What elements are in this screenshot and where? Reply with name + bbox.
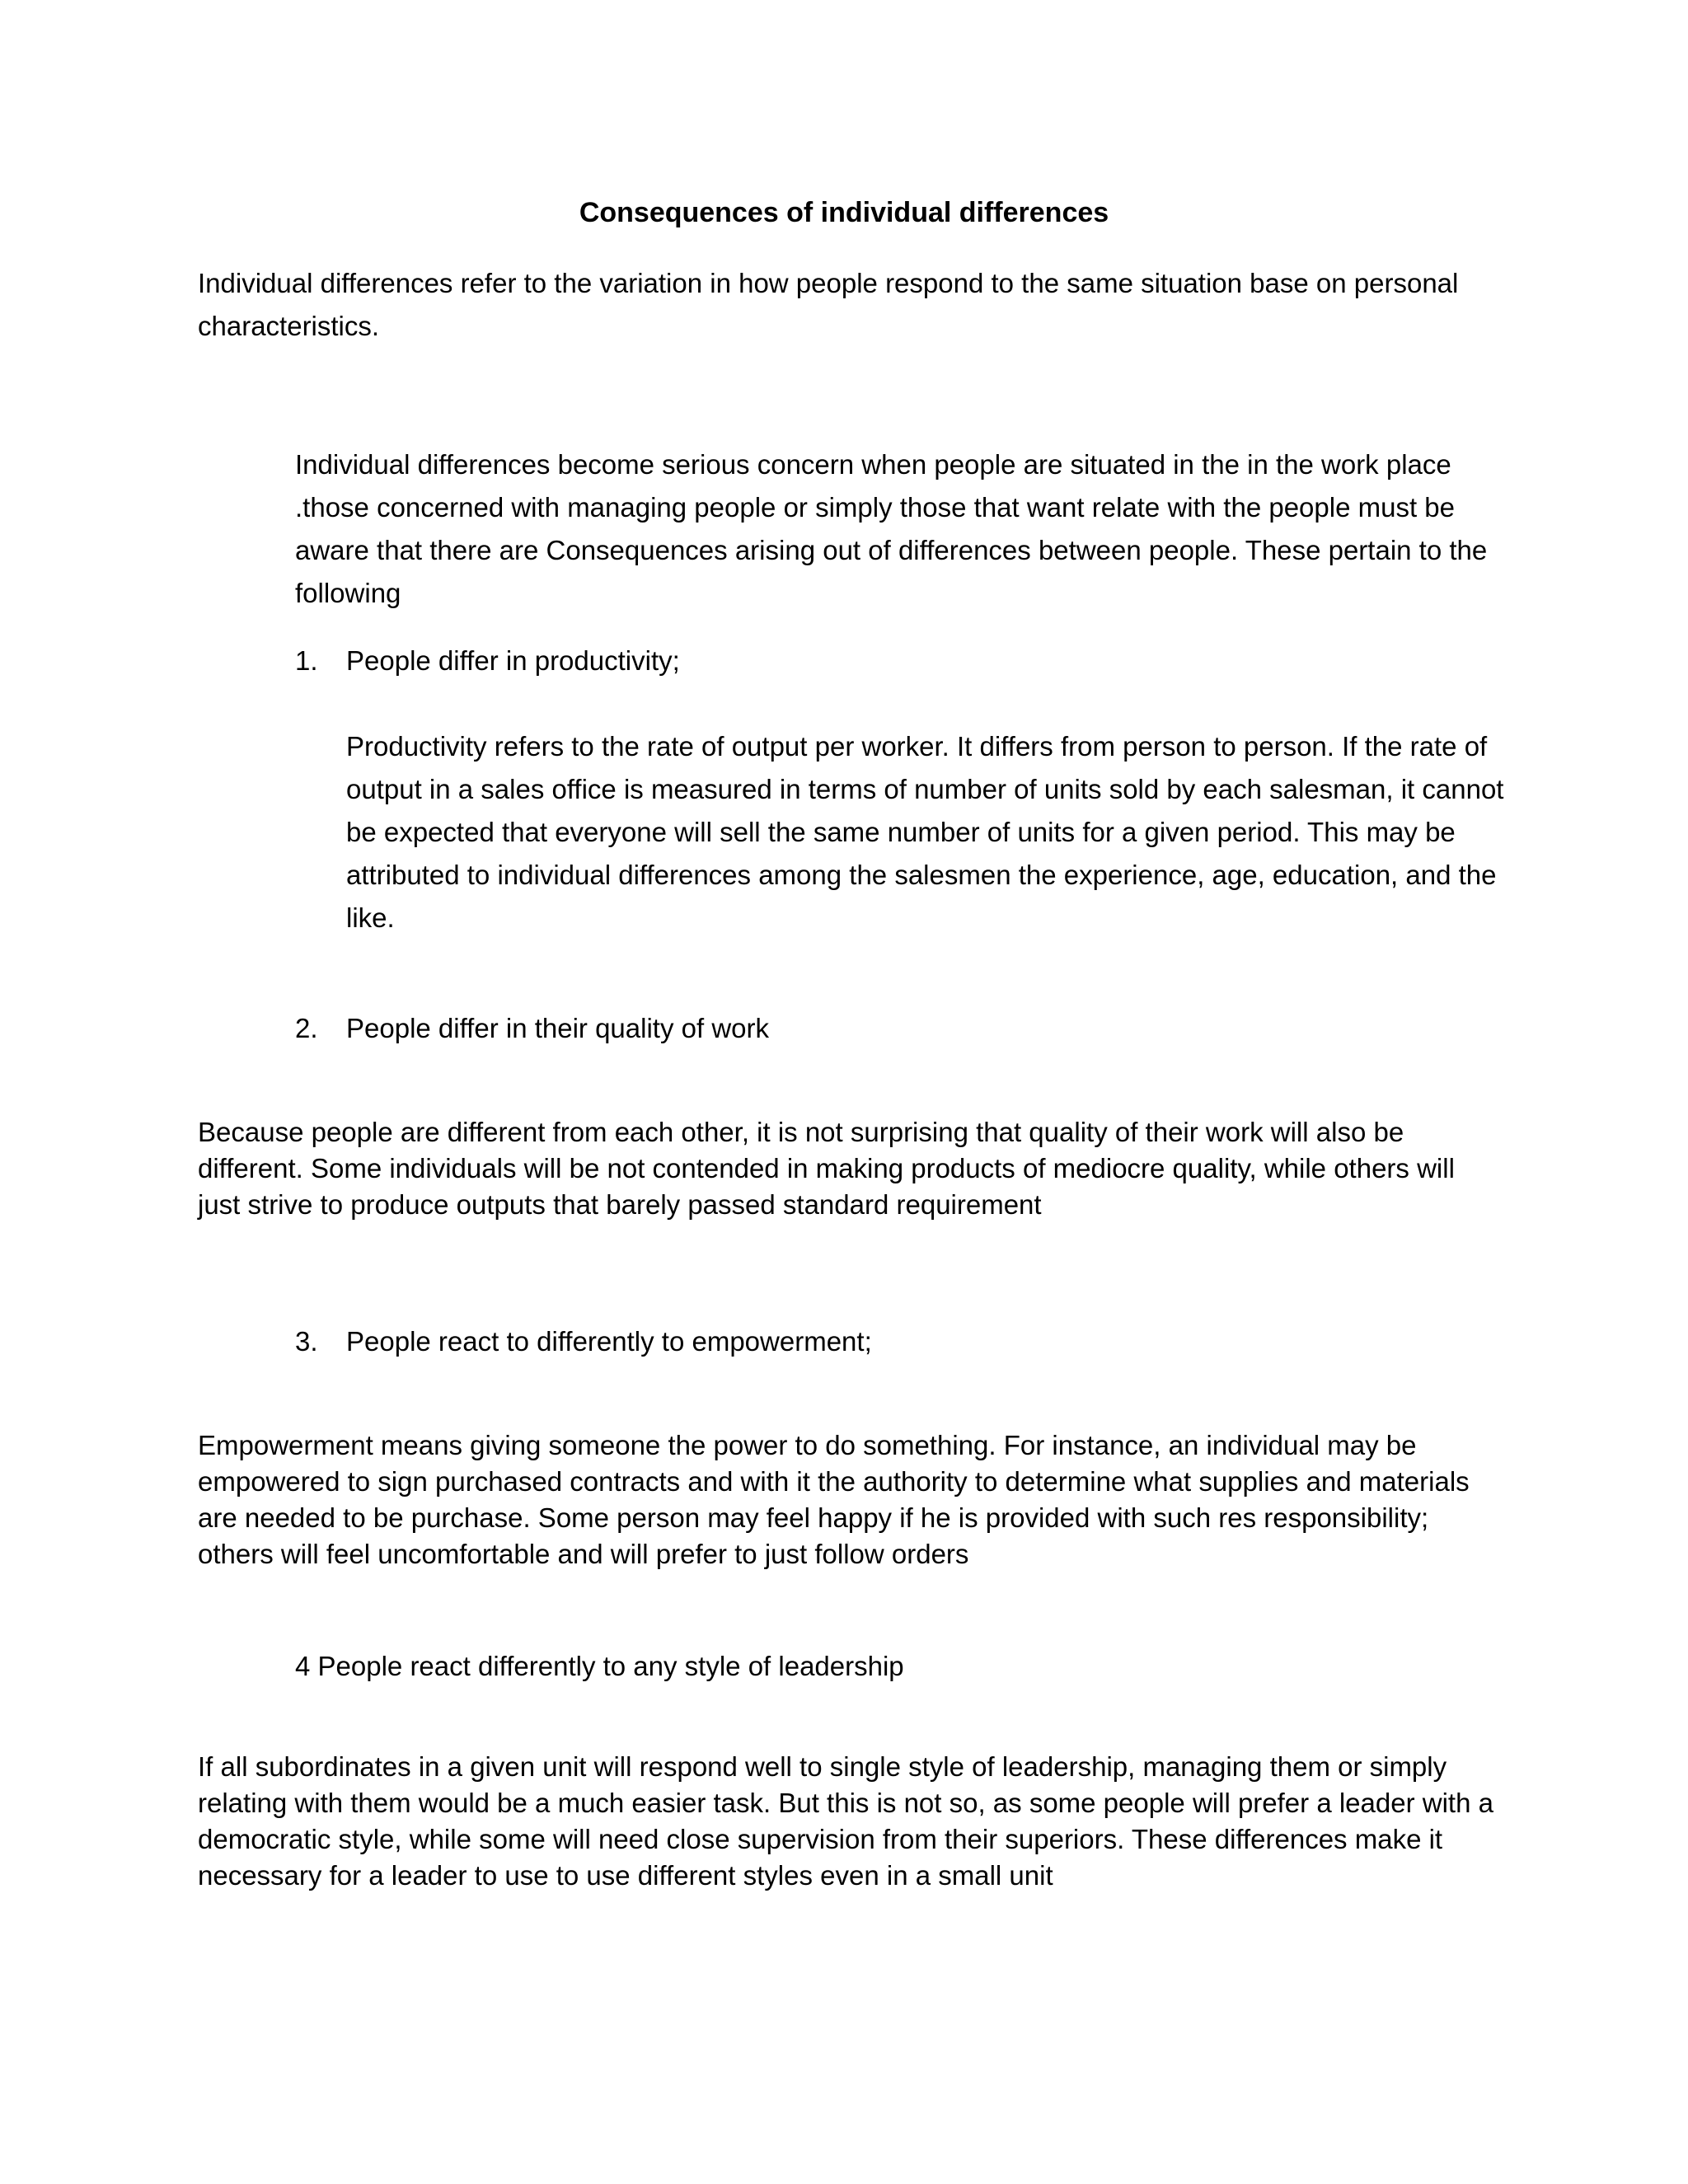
intro-paragraph: Individual differences refer to the variation in how people respond to the same situation base on personal characteristics.	[198, 268, 1459, 341]
quality-paragraph: Because people are different from each other, it is not surprising that quality of their work will also be different. Some individuals will be not contended in making products of mediocre quality, while others will just strive to produce outputs that barely passed standard requirement	[198, 1117, 1455, 1220]
list-number: 1.	[295, 645, 318, 676]
leadership-paragraph: If all subordinates in a given unit will respond well to single style of leadership, managing them or simply relating with them would be a much easier task. But this is not so, as some people will prefer a leader with a democratic style, while some will need close supervision from their superiors. These differences make it necessary for a leader to use to use different styles even in a small unit	[198, 1751, 1493, 1891]
document-title: Consequences of individual differences	[579, 197, 1109, 228]
list-item-3-heading	[295, 1320, 1449, 1363]
list-number: 3.	[295, 1326, 318, 1357]
list-heading: People react to differently to empowerment;	[346, 1326, 872, 1357]
list-item-4-heading: 4 People react differently to any style of leadership	[295, 1651, 904, 1681]
list-number: 2.	[295, 1013, 318, 1043]
concern-paragraph: Individual differences become serious concern when people are situated in the in the work place .those concerned with managing people or simply those that want relate with the people must be aware that there are Consequences arising out of differences between people. These pertain to the following	[295, 449, 1488, 608]
list-heading: People differ in their quality of work	[346, 1013, 769, 1043]
list-item-2-heading	[295, 1007, 1449, 1050]
list-heading: People differ in productivity;	[346, 645, 680, 676]
empowerment-paragraph: Empowerment means giving someone the power to do something. For instance, an individual may be empowered to sign purchased contracts and with it the authority to determine what supplies and materials are needed to be purchase. Some person may feel happy if he is provided with such res responsibility; others will feel uncomfortable and will prefer to just follow orders	[198, 1430, 1470, 1569]
list-item-1-heading	[295, 640, 1449, 682]
productivity-paragraph: Productivity refers to the rate of output per worker. It differs from person to person. If the rate of output in a sales office is measured in terms of number of units sold by each salesman, it cannot be expected that everyone will sell the same number of units for a given period. This may be attributed to individual differences among the salesmen the experience, age, education, and the like.	[346, 731, 1504, 933]
